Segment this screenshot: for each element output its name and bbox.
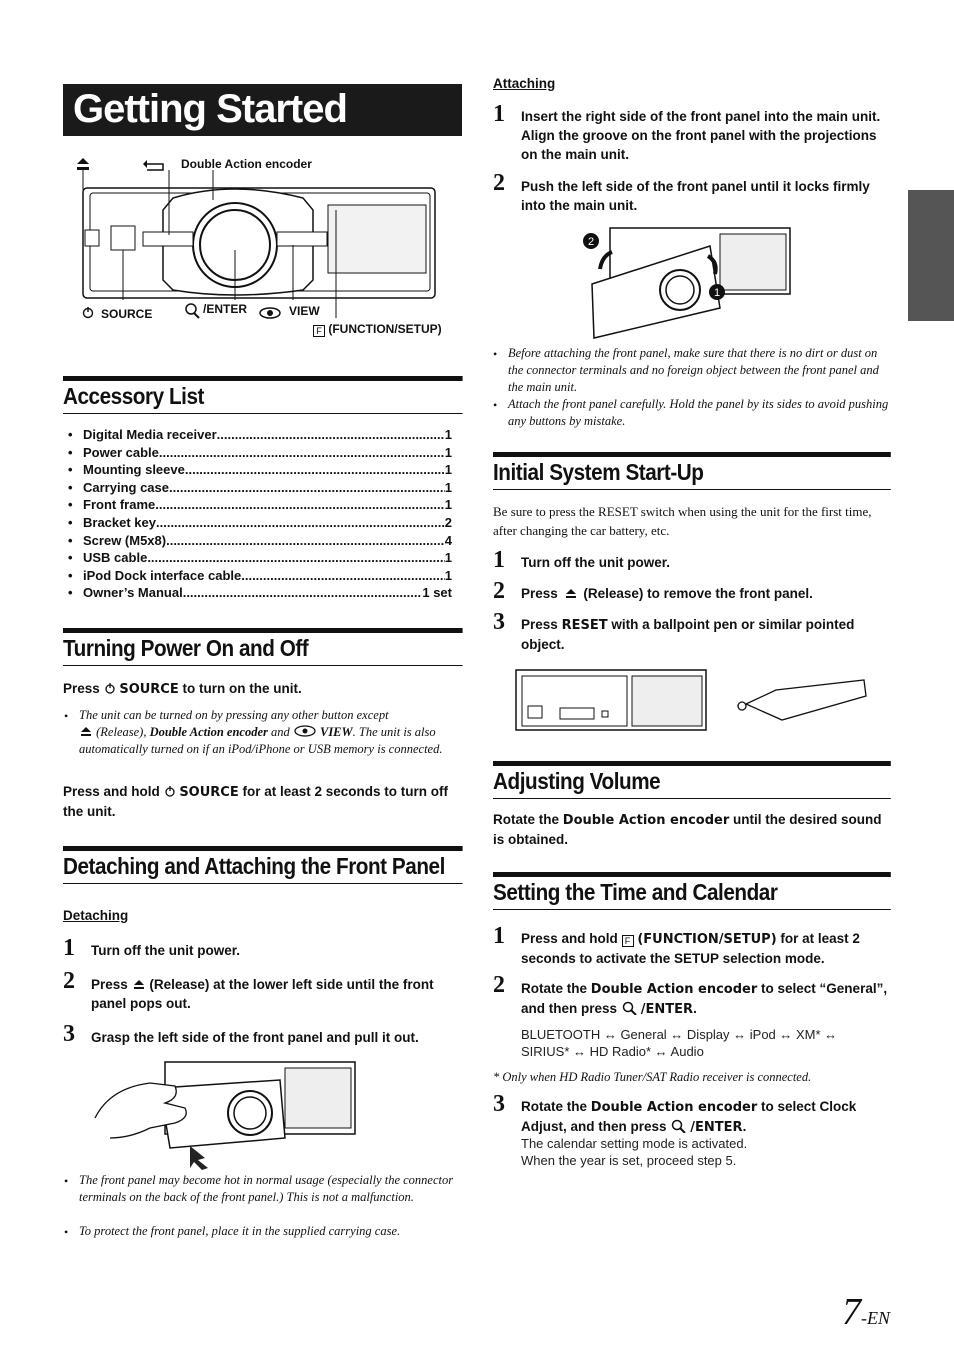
time-heading: Setting the Time and Calendar xyxy=(493,872,891,910)
step-number: 3 xyxy=(63,1021,75,1047)
attach-illustration xyxy=(580,224,795,342)
accessory-item: • Digital Media receiver ..... 1 xyxy=(68,426,452,444)
eject-icon xyxy=(132,978,146,990)
step-number: 2 xyxy=(493,170,505,196)
menu-sequence-2: SIRIUS* ↔ HD Radio* ↔ Audio xyxy=(521,1044,704,1059)
label-source: SOURCE xyxy=(101,307,153,321)
page-number: 7-EN xyxy=(842,1291,890,1333)
step-number: 2 xyxy=(493,578,505,604)
step-number: 3 xyxy=(493,609,505,635)
detach-step-3: Grasp the left side of the front panel and pull it out. xyxy=(91,1030,419,1045)
bullet: • xyxy=(64,1174,69,1188)
detaching-subheading: Detaching xyxy=(63,908,129,923)
step-number: 1 xyxy=(493,101,505,127)
accessory-item: • Bracket key ..... 2 xyxy=(68,514,452,532)
eject-icon xyxy=(77,158,89,170)
bullet: • xyxy=(493,347,498,361)
function-icon: F xyxy=(313,325,325,337)
step-number: 3 xyxy=(493,1091,505,1117)
attach-note-1: Before attaching the front panel, make sure that there is no dirt or dust on the connector terminals and no foreign object between the front panel and the main unit. xyxy=(508,346,879,394)
step-number: 1 xyxy=(493,923,505,949)
power-on-instruction: Press SOURCE to turn on the unit. xyxy=(63,681,302,697)
time-footnote: * Only when HD Radio Tuner/SAT Radio receiver is connected. xyxy=(493,1070,812,1084)
reset-illustration xyxy=(514,668,870,732)
accessory-item: • Carrying case ..... 1 xyxy=(68,479,452,497)
power-note: The unit can be turned on by pressing any other button except (Release), Double Action encoder and VIEW. The unit is also automatically turned on if an iPod/iPhone or USB memory is connected. xyxy=(79,708,443,756)
search-icon xyxy=(621,1001,641,1015)
time-step-1: Press and hold F (FUNCTION/SETUP) for at least 2 seconds to activate the SETUP selection mode. xyxy=(521,931,860,966)
accessory-item: • Owner’s Manual ..... 1 set xyxy=(68,584,452,602)
time-step-3-detail-2: When the year is set, proceed step 5. xyxy=(521,1153,737,1168)
power-icon xyxy=(164,785,176,797)
detach-note-2: To protect the front panel, place it in the supplied carrying case. xyxy=(79,1224,401,1238)
startup-step-3: Press RESET with a ballpoint pen or similar pointed object. xyxy=(521,617,855,652)
volume-instruction: Rotate the Double Action encoder until the desired sound is obtained. xyxy=(493,812,882,847)
accessory-item: • Mounting sleeve ..... 1 xyxy=(68,461,452,479)
svg-text:1: 1 xyxy=(713,287,721,299)
detach-step-1: Turn off the unit power. xyxy=(91,943,240,958)
accessory-item: • Screw (M5x8) ..... 4 xyxy=(68,532,452,550)
label-function: F (FUNCTION/SETUP) xyxy=(313,322,442,337)
back-arrow-icon xyxy=(143,160,163,170)
label-encoder: Double Action encoder xyxy=(181,157,312,171)
bullet: • xyxy=(64,709,69,723)
search-icon xyxy=(670,1119,690,1133)
menu-sequence-1: BLUETOOTH ↔ General ↔ Display ↔ iPod ↔ XM* ↔ xyxy=(521,1027,838,1042)
step-number: 2 xyxy=(493,972,505,998)
bullet: • xyxy=(493,398,498,412)
label-view: VIEW xyxy=(289,304,320,318)
step-number: 1 xyxy=(63,935,75,961)
attaching-subheading: Attaching xyxy=(493,76,556,91)
power-heading: Turning Power On and Off xyxy=(63,628,463,666)
attach-step-2: Push the left side of the front panel until it locks firmly into the main unit. xyxy=(521,179,870,213)
page-title: Getting Started xyxy=(63,84,462,136)
power-off-instruction: Press and hold SOURCE for at least 2 seconds to turn off the unit. xyxy=(63,784,449,819)
accessory-list xyxy=(68,426,452,602)
side-tab xyxy=(908,190,954,321)
accessory-item: • Front frame ..... 1 xyxy=(68,496,452,514)
time-step-2: Rotate the Double Action encoder to select “General”, and then press /ENTER. xyxy=(521,981,888,1017)
accessory-item: • Power cable ..... 1 xyxy=(68,444,452,462)
detach-step-2: Press (Release) at the lower left side until the front panel pops out. xyxy=(91,977,434,1011)
search-icon xyxy=(186,304,199,318)
detach-heading: Detaching and Attaching the Front Panel xyxy=(63,846,463,884)
power-icon xyxy=(104,682,116,694)
startup-intro: Be sure to press the RESET switch when using the unit for the first time, after changing the car battery, etc. xyxy=(493,504,872,538)
accessory-item: • iPod Dock interface cable ..... 1 xyxy=(68,567,452,585)
step-number: 2 xyxy=(63,968,75,994)
volume-heading: Adjusting Volume xyxy=(493,761,891,799)
bullet: • xyxy=(64,1225,69,1239)
startup-step-1: Turn off the unit power. xyxy=(521,555,670,570)
startup-heading: Initial System Start-Up xyxy=(493,452,891,490)
svg-text:2: 2 xyxy=(587,236,595,248)
power-icon xyxy=(84,307,93,318)
function-icon: F xyxy=(622,935,634,947)
time-step-3: Rotate the Double Action encoder to select Clock Adjust, and then press /ENTER. xyxy=(521,1099,857,1135)
eye-icon xyxy=(293,725,317,737)
detach-illustration xyxy=(90,1058,360,1170)
time-step-3-detail-1: The calendar setting mode is activated. xyxy=(521,1136,748,1151)
attach-step-1: Insert the right side of the front panel into the main unit. Align the groove on the front panel with the projections on the main unit. xyxy=(521,109,881,162)
label-enter: /ENTER xyxy=(203,302,248,316)
accessory-heading: Accessory List xyxy=(63,376,463,414)
eject-icon xyxy=(79,725,93,737)
attach-note-2: Attach the front panel carefully. Hold the panel by its sides to avoid pushing any buttons by mistake. xyxy=(508,397,889,428)
step-number: 1 xyxy=(493,547,505,573)
detach-note-1: The front panel may become hot in normal usage (especially the connector terminals on the back of the front panel.) This is not a malfunction. xyxy=(79,1173,454,1204)
accessory-item: • USB cable ..... 1 xyxy=(68,549,452,567)
startup-step-2: Press (Release) to remove the front panel. xyxy=(521,586,813,601)
eye-icon xyxy=(260,308,280,318)
eject-icon xyxy=(562,587,580,599)
